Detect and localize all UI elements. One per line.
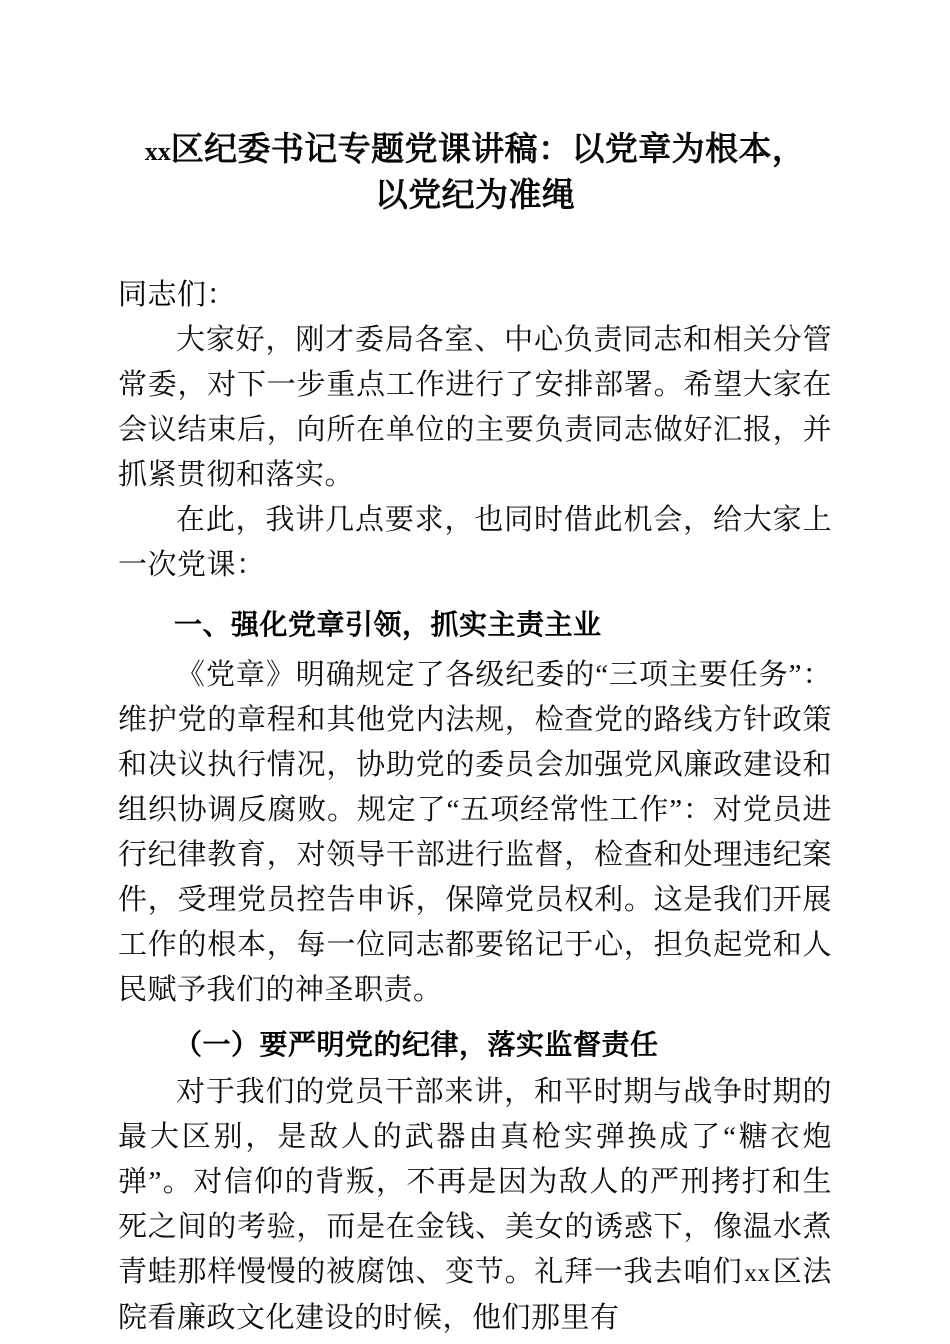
section-heading-one: 一、强化党章引领，抓实主责主业 bbox=[174, 609, 602, 640]
purpose-paragraph: 在此，我讲几点要求，也同时借此机会，给大家上一次党课： bbox=[118, 504, 832, 581]
page-title: xx区纪委书记专题党课讲稿：以党章为根本， 以党纪为准绳 bbox=[144, 132, 806, 214]
document-body bbox=[118, 318, 832, 1341]
latin-run: xx bbox=[144, 137, 171, 166]
subsection-heading-one: （一）要严明党的纪律，落实监督责任 bbox=[174, 1030, 659, 1061]
document-content bbox=[118, 0, 832, 1341]
latin-run: xx bbox=[744, 1260, 771, 1287]
opening-paragraph: 大家好，刚才委局各室、中心负责同志和相关分管常委，对下一步重点工作进行了安排部署。希望大家在会议结束后，向所在单位的主要负责同志做好汇报，并抓紧贯彻和落实。 bbox=[118, 324, 832, 491]
party-constitution-paragraph: 《党章》明确规定了各级纪委的“三项主要任务”：维护党的章程和其他党内法规，检查党的路线方针政策和决议执行情况，协助党的委员会加强党风廉政建设和组织协调反腐败。规定了“五项经常性工作”：对党员进行纪律教育，对领导干部进行监督，检查和处理违纪案件，受理党员控告申诉，保障党员权利。这是我们开展工作的根本，每一位同志都要铭记于心，担负起党和人民赋予我们的神圣职责。 bbox=[118, 659, 832, 1006]
discipline-paragraph: 对于我们的党员干部来讲，和平时期与战争时期的最大区别，是敌人的武器由真枪实弹换成了“糖衣炮弹”。对信仰的背叛，不再是因为敌人的严刑拷打和生死之间的考验，而是在金钱、美女的诱惑下，像温水煮青蛙那样慢慢的被腐蚀、变节。礼拜一我去咱们xx区法院看廉政文化建设的时候，他们那里有 bbox=[118, 1076, 832, 1334]
salutation: 同志们： bbox=[118, 279, 237, 311]
